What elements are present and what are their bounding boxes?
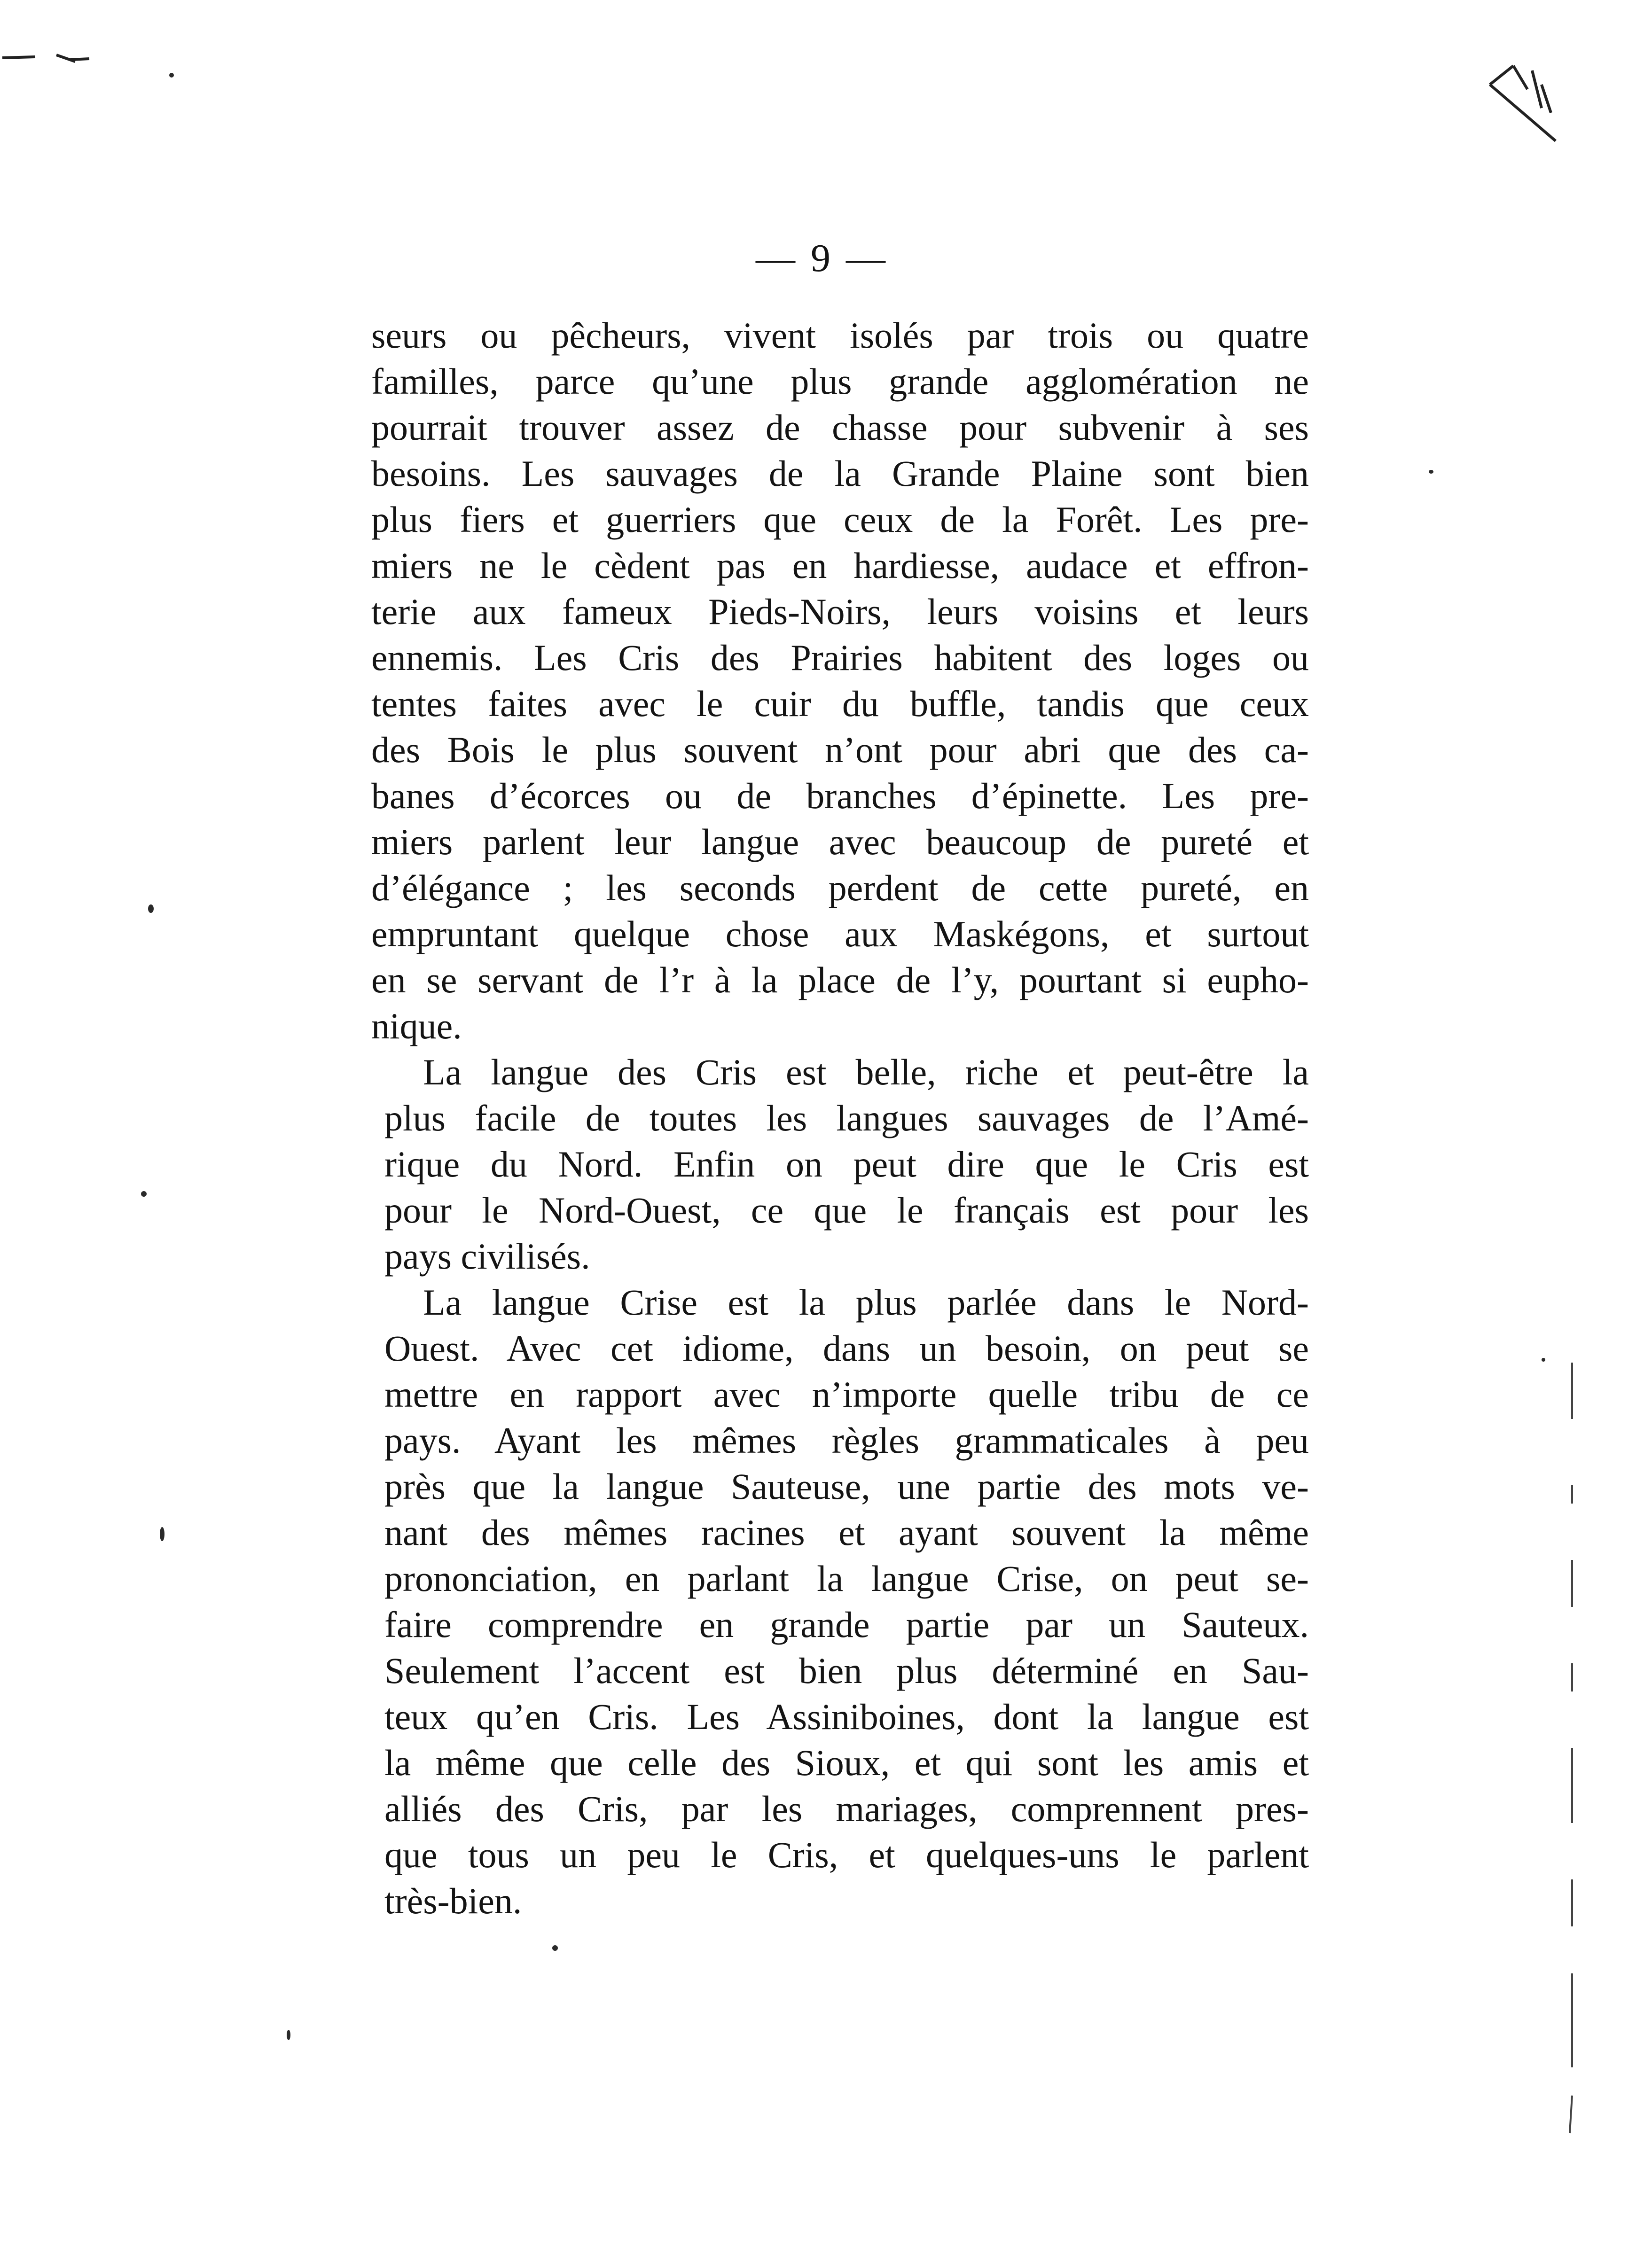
scan-speck (141, 1191, 147, 1197)
scan-edge-mark (1565, 1363, 1579, 2138)
text-line: ennemis. Les Cris des Prairies habitent des loges ou (371, 637, 1309, 678)
scan-speck (287, 2030, 290, 2040)
text-line: mettre en rapport avec n’importe quelle tribu de ce (384, 1374, 1309, 1415)
text-line: en se servant de l’r à la place de l’y, pourtant si eupho- (371, 959, 1309, 1000)
text-line: terie aux fameux Pieds-Noirs, leurs voisins et leurs (371, 591, 1309, 632)
text-line: miers parlent leur langue avec beaucoup de pureté et (371, 821, 1309, 862)
text-line: plus fiers et guerriers que ceux de la Forêt. Les pre- (371, 499, 1309, 540)
page-number: — 9 — (756, 236, 888, 280)
text-line: banes d’écorces ou de branches d’épinette. Les pre- (371, 775, 1309, 816)
text-line: pays. Ayant les mêmes règles grammaticales à peu (384, 1420, 1309, 1461)
text-line: nant des mêmes racines et ayant souvent la même (384, 1512, 1309, 1553)
scan-mark-top-left (0, 49, 94, 68)
text-line: familles, parce qu’une plus grande agglomération ne (371, 361, 1309, 402)
text-line: d’élégance ; les seconds perdent de cette pureté, en (371, 867, 1309, 908)
text-line: nique. (371, 1005, 462, 1046)
scan-mark-top-right (1485, 56, 1565, 150)
text-line: teux qu’en Cris. Les Assiniboines, dont la langue est (384, 1696, 1309, 1737)
scan-speck (169, 73, 174, 78)
text-line: plus facile de toutes les langues sauvages de l’Amé- (384, 1098, 1309, 1138)
text-line: des Bois le plus souvent n’ont pour abri que des ca- (371, 729, 1309, 770)
text-line: miers ne le cèdent pas en hardiesse, audace et effron- (371, 545, 1309, 586)
scan-speck (148, 904, 154, 913)
text-line: pour le Nord-Ouest, ce que le français est pour les (384, 1190, 1309, 1231)
text-line: rique du Nord. Enfin on peut dire que le Cris est (384, 1144, 1309, 1185)
text-line: alliés des Cris, par les mariages, comprennent pres- (384, 1788, 1309, 1829)
scan-speck (1542, 1358, 1545, 1362)
text-line: La langue des Cris est belle, riche et peut-être la (423, 1052, 1309, 1092)
text-line: seurs ou pêcheurs, vivent isolés par trois ou quatre (371, 315, 1309, 356)
scan-speck (552, 1945, 558, 1951)
body-text (371, 312, 1309, 1924)
text-line: Seulement l’accent est bien plus déterminé en Sau- (384, 1650, 1309, 1691)
text-line: que tous un peu le Cris, et quelques-uns le parlent (384, 1834, 1309, 1875)
text-line: pays civilisés. (384, 1236, 590, 1277)
text-line: faire comprendre en grande partie par un Sauteux. (384, 1604, 1309, 1645)
text-line: Ouest. Avec cet idiome, dans un besoin, on peut se (384, 1328, 1309, 1369)
text-line: besoins. Les sauvages de la Grande Plaine sont bien (371, 453, 1309, 494)
text-line: la même que celle des Sioux, et qui sont les amis et (384, 1742, 1309, 1783)
text-line: très-bien. (384, 1880, 522, 1921)
scan-speck (1429, 470, 1433, 474)
text-line: pourrait trouver assez de chasse pour subvenir à ses (371, 407, 1309, 448)
text-line: La langue Crise est la plus parlée dans le Nord- (423, 1282, 1309, 1323)
text-line: près que la langue Sauteuse, une partie des mots ve- (384, 1466, 1309, 1507)
text-line: empruntant quelque chose aux Maskégons, et surtout (371, 913, 1309, 954)
text-line: prononciation, en parlant la langue Crise, on peut se- (384, 1558, 1309, 1599)
text-line: tentes faites avec le cuir du buffle, tandis que ceux (371, 683, 1309, 724)
scan-speck (160, 1527, 164, 1541)
